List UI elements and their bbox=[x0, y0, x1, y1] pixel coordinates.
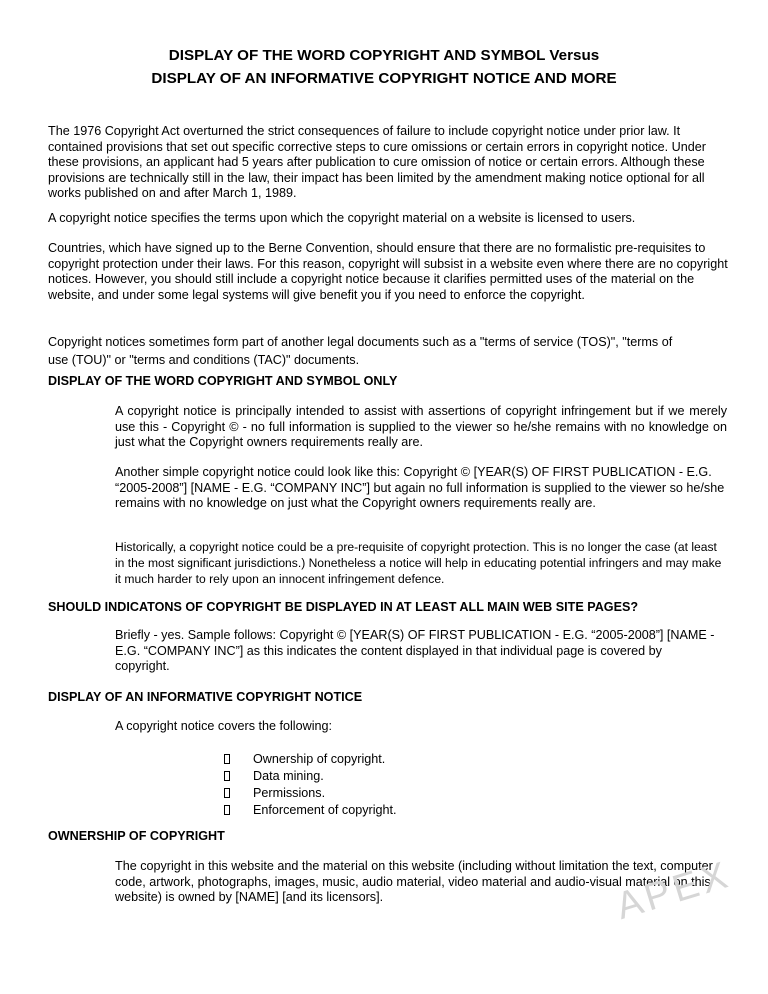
section-heading-informative-notice: DISPLAY OF AN INFORMATIVE COPYRIGHT NOTICE bbox=[48, 690, 363, 704]
section-heading-ownership: OWNERSHIP OF COPYRIGHT bbox=[48, 829, 225, 843]
document-title-line-1: DISPLAY OF THE WORD COPYRIGHT AND SYMBOL Versus bbox=[168, 47, 600, 64]
informative-notice-paragraph-1: A copyright notice covers the following: bbox=[115, 719, 333, 733]
apex-watermark: APEX bbox=[611, 853, 736, 929]
section-heading-main-pages: SHOULD INDICATONS OF COPYRIGHT BE DISPLAYED IN AT LEAST ALL MAIN WEB SITE PAGES? bbox=[48, 600, 639, 614]
bullet-box-icon bbox=[224, 788, 230, 798]
symbol-only-paragraph-1: A copyright notice is principally intended to assist with assertions of copyright infringement but if we merely use this - Copyright © - no full information is supplied to the viewer so he/she remains with no knowledge on just what the Copyright owners requirements really are. bbox=[115, 404, 727, 450]
bullet-box-icon bbox=[224, 754, 230, 764]
intro-paragraph-1: The 1976 Copyright Act overturned the strict consequences of failure to include copyright notice under prior law. It contained provisions that set out specific corrective steps to cure omissions or certain errors in copyright notice. Under these provisions, an applicant had 5 years after publication to cure omission of notice or certain errors. Although these provisions are technically still in the law, their impact has been limited by the amendment making notice optional for all works published on and after March 1, 1989. bbox=[48, 124, 706, 201]
section-heading-symbol-only: DISPLAY OF THE WORD COPYRIGHT AND SYMBOL ONLY bbox=[48, 374, 398, 388]
symbol-only-paragraph-2: Another simple copyright notice could look like this: Copyright © [YEAR(S) OF FIRST PUBLICATION - E.G. “2005-2008”] [NAME - E.G. “COMPANY INC”] but again no full information is supplied to the viewer so he/she remains with no knowledge on just what the Copyright owners requirements really are. bbox=[115, 465, 725, 511]
document-page: DISPLAY OF THE WORD COPYRIGHT AND SYMBOL Versus DISPLAY OF AN INFORMATIVE COPYRIGHT NOTICE AND MORE The 1976 Copyright Act overturned the strict consequences of failure to include copyright notice under prior law. It contained provisions that set out specific corrective steps to cure omissions or certain errors in copyright notice. Under these provisions, an applicant had 5 years after publication to cure omission of notice or certain errors. Although these provisions are technically still in the law, their impact has been limited by the amendment making notice optional for all works published on and after March 1, 1989. A copyright notice specifies the terms upon which the copyright material on a website is licensed to users. Countries, which have signed up to the Berne Convention, should ensure that there are no formalistic pre-requisites to copyright protection under their laws. For this reason, copyright will subsist in a website even where there are no copyright notices. However, you should still include a copyright notice because it clarifies permitted uses of the material on the website, and under some legal systems will give benefit you if you need to enforce the copyright. Copyright notices sometimes form part of another legal documents such as a "terms of service (TOS)", "terms of use (TOU)" or "terms and conditions (TAC)" documents. DISPLAY OF THE WORD COPYRIGHT AND SYMBOL ONLY A copyright notice is principally intended to assist with assertions of copyright infringement but if we merely use this - Copyright © - no full information is supplied to the viewer so he/she remains with no knowledge on just what the Copyright owners requirements really are. Another simple copyright notice could look like this: Copyright © [YEAR(S) OF FIRST PUBLICATION - E.G. “2005-2008”] [NAME - E.G. “COMPANY INC”] but again no full information is supplied to the viewer so he/she remains with no knowledge on just what the Copyright owners requirements really are. Historically, a copyright notice could be a pre-requisite of copyright protection. This is no longer the case (at least in the most significant jurisdictions.) Nonetheless a notice will help in educating potential infringers and may make it much harder to rely upon an innocent infringement defence. SHOULD INDICATONS OF COPYRIGHT BE DISPLAYED IN AT LEAST ALL MAIN WEB SITE PAGES? Briefly - yes. Sample follows: Copyright © [YEAR(S) OF FIRST PUBLICATION - E.G. “2005-2008”] [NAME - E.G. “COMPANY INC”] as this indicates the content displayed in that individual page is covered by copyright. DISPLAY OF AN INFORMATIVE COPYRIGHT NOTICE A copyright notice covers the following: Ownership of copyright. Data mining. Permissions. Enforcement of copyright. OWNERSHIP OF COPYRIGHT The copyright in this website and the material on this website (including without limitation the text, computer code, artwork, photographs, images, music, audio material, video material and audio-visual material on this website) is owned by [NAME] [and its licensors]. APEX bbox=[0, 0, 768, 994]
symbol-only-paragraph-3: Historically, a copyright notice could be a pre-requisite of copyright protection. This is no longer the case (at least in the most significant jurisdictions.) Nonetheless a notice will help in educating potential infringers and may make it much harder to rely upon an innocent infringement defence. bbox=[115, 540, 722, 587]
intro-paragraph-3: Countries, which have signed up to the Berne Convention, should ensure that there are no formalistic pre-requisites to copyright protection under their laws. For this reason, copyright will subsist in a website even where there are no copyright notices. However, you should still include a copyright notice because it clarifies permitted uses of the material on the website, and under some legal systems will give benefit you if you need to enforce the copyright. bbox=[48, 241, 728, 302]
intro-paragraph-4: Copyright notices sometimes form part of another legal documents such as a "terms of service (TOS)", "terms of use (TOU)" or "terms and conditions (TAC)" documents. bbox=[48, 335, 673, 367]
bullet-box-icon bbox=[224, 771, 230, 781]
document-title-line-2: DISPLAY OF AN INFORMATIVE COPYRIGHT NOTICE AND MORE bbox=[151, 70, 617, 87]
main-pages-paragraph-1: Briefly - yes. Sample follows: Copyright © [YEAR(S) OF FIRST PUBLICATION - E.G. “2005-2008”] [NAME - E.G. “COMPANY INC”] as this indicates the content displayed in that individual page is covered by copyright. bbox=[115, 628, 715, 674]
intro-paragraph-2: A copyright notice specifies the terms upon which the copyright material on a website is licensed to users. bbox=[48, 211, 636, 225]
bullet-box-icon bbox=[224, 805, 230, 815]
ownership-paragraph-1: The copyright in this website and the material on this website (including without limitation the text, computer code, artwork, photographs, images, music, audio material, video material and audio-visual material on this website) is owned by [NAME] [and its licensors]. bbox=[115, 859, 713, 905]
